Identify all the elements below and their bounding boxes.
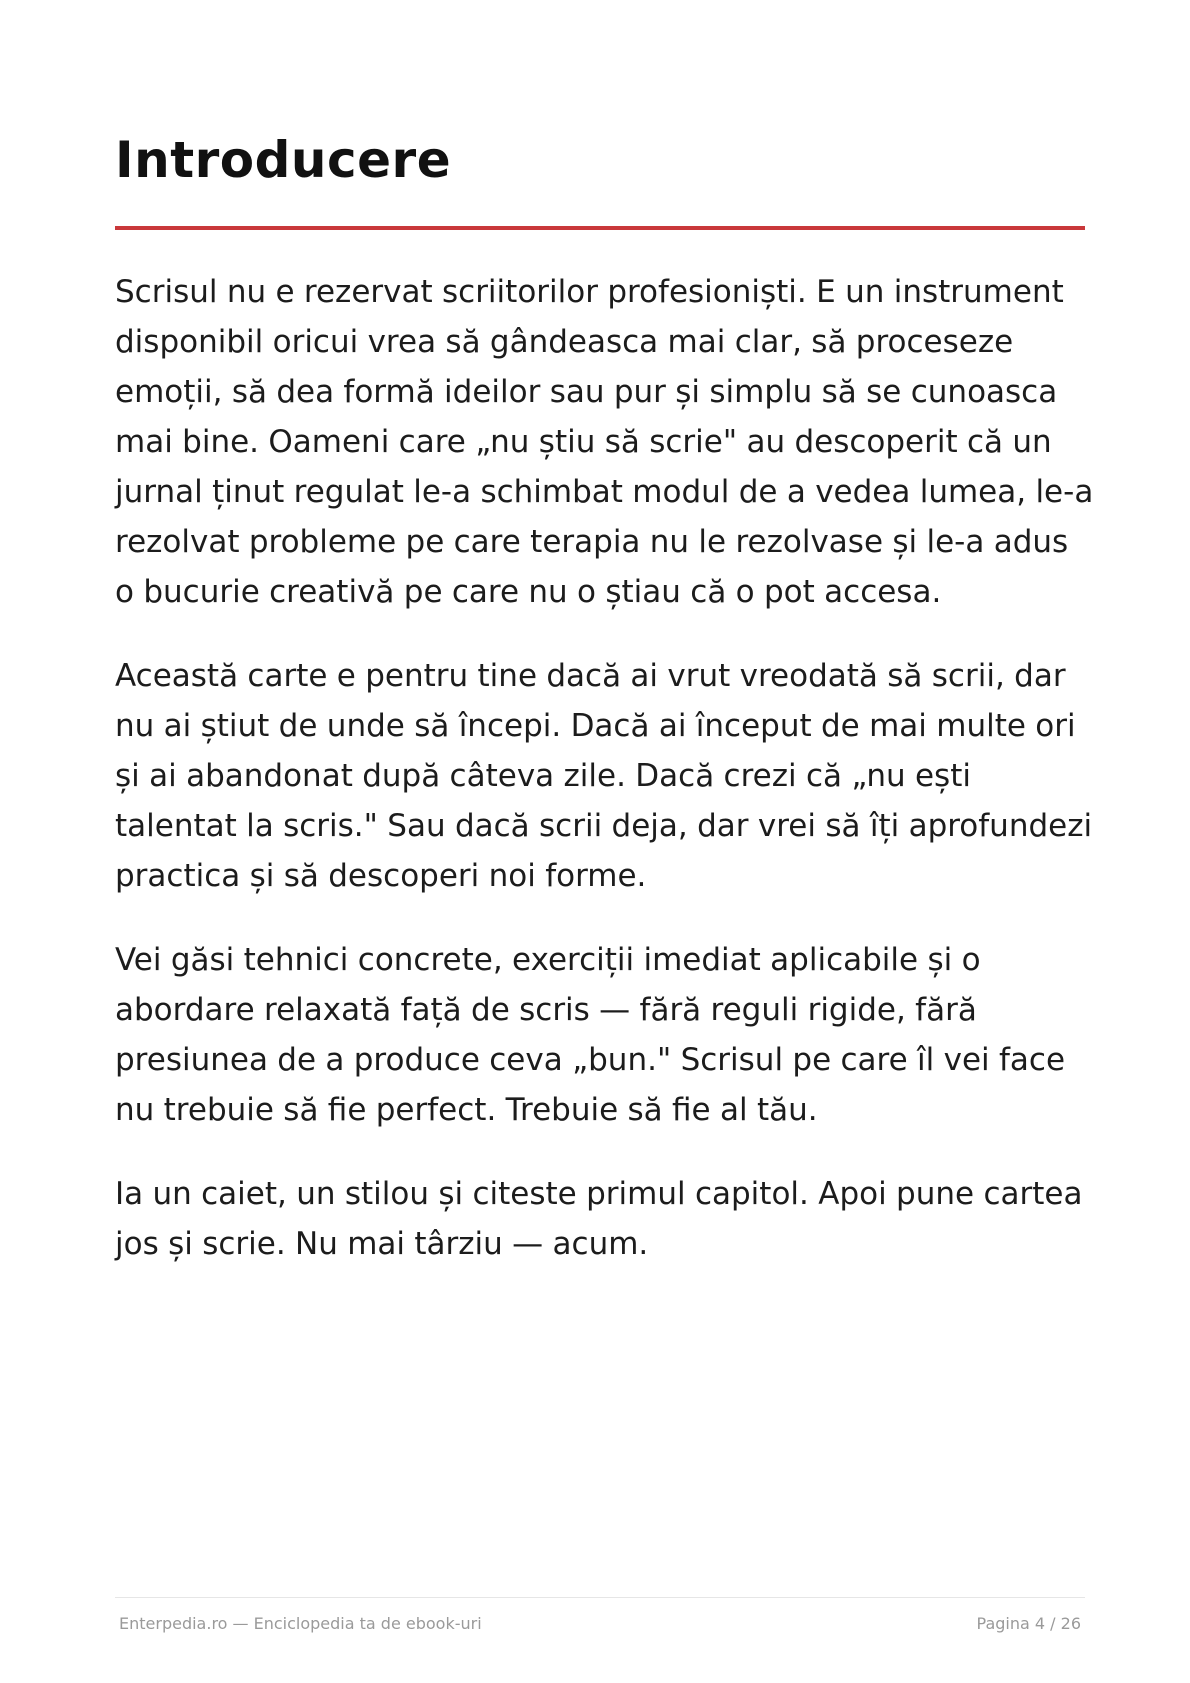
title-underline: [115, 226, 1085, 230]
paragraph: Vei găsi tehnici concrete, exerciții imediat aplicabile și o abordare relaxată față de scris — fără reguli rigide, fără presiunea de a produce ceva „bun." Scrisul pe care îl vei face nu trebuie să fie perfect. Trebuie să fie al tău.: [115, 942, 1066, 1128]
footer-publisher: Enterpedia.ro — Enciclopedia ta de ebook-uri: [119, 1614, 482, 1633]
footer-divider: [115, 1597, 1085, 1598]
paragraph: Ia un caiet, un stilou și citeste primul capitol. Apoi pune cartea jos și scrie. Nu mai târziu — acum.: [115, 1176, 1083, 1262]
page-number: Pagina 4 / 26: [976, 1614, 1081, 1633]
chapter-body: [115, 267, 1095, 1303]
chapter-title: Introducere: [115, 131, 452, 189]
paragraph: Scrisul nu e rezervat scriitorilor profesioniști. E un instrument disponibil oricui vrea să gândeasca mai clar, să proceseze emoții, să dea formă ideilor sau pur și simplu să se cunoasca mai bine. Oameni care „nu știu să scrie" au descoperit că un jurnal ținut regulat le-a schimbat modul de a vedea lumea, le-a rezolvat probleme pe care terapia nu le rezolvase și le-a adus o bucurie creativă pe care nu o știau că o pot accesa.: [115, 274, 1094, 610]
paragraph: Această carte e pentru tine dacă ai vrut vreodată să scrii, dar nu ai știut de unde să începi. Dacă ai început de mai multe ori și ai abandonat după câteva zile. Dacă crezi că „nu ești talentat la scris." Sau dacă scrii deja, dar vrei să îți aprofundezi practica și să descoperi noi forme.: [115, 658, 1093, 894]
